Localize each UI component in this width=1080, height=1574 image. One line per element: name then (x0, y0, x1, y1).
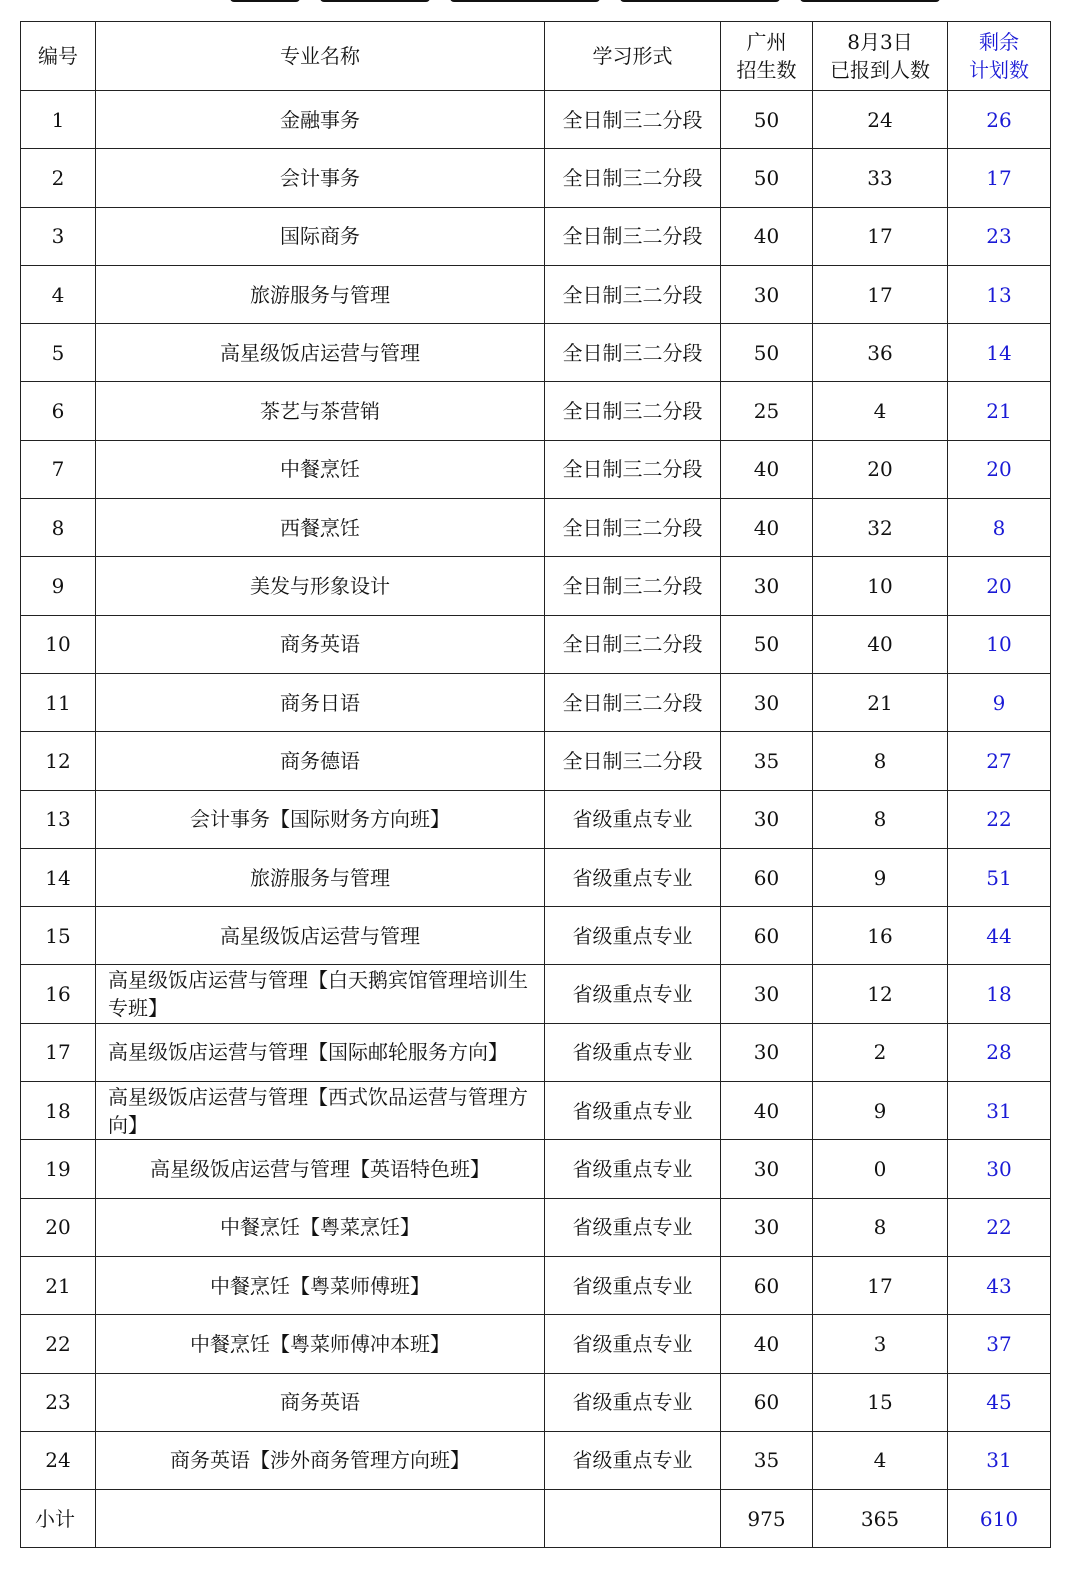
cell-form: 省级重点专业 (545, 1082, 721, 1140)
cell-major: 商务日语 (96, 673, 545, 731)
header-remaining (948, 22, 1051, 91)
cell-reported: 21 (813, 673, 948, 731)
cell-remaining: 20 (948, 440, 1051, 498)
cell-major: 商务英语 (96, 1373, 545, 1431)
cell-form: 省级重点专业 (545, 1023, 721, 1081)
cell-no: 18 (21, 1082, 96, 1140)
cell-quota: 60 (721, 1256, 813, 1314)
cell-form: 省级重点专业 (545, 1256, 721, 1314)
cell-quota: 30 (721, 265, 813, 323)
table-row (21, 440, 1051, 498)
cell-reported: 4 (813, 382, 948, 440)
cell-no: 21 (21, 1256, 96, 1314)
cell-no: 12 (21, 732, 96, 790)
cell-reported: 3 (813, 1315, 948, 1373)
header-row (21, 22, 1051, 91)
cell-no: 22 (21, 1315, 96, 1373)
table-row (21, 1373, 1051, 1431)
cell-form: 省级重点专业 (545, 1198, 721, 1256)
header-no: 编号 (21, 22, 96, 91)
header-reported (813, 22, 948, 91)
cell-form: 全日制三二分段 (545, 440, 721, 498)
cell-form: 省级重点专业 (545, 1431, 721, 1489)
table-row (21, 265, 1051, 323)
enrollment-table (20, 21, 1051, 1548)
table-row (21, 1256, 1051, 1314)
cell-remaining: 9 (948, 673, 1051, 731)
cell-no: 23 (21, 1373, 96, 1431)
cell-remaining: 22 (948, 790, 1051, 848)
table-row (21, 1082, 1051, 1140)
cell-form: 省级重点专业 (545, 965, 721, 1023)
table-row (21, 1140, 1051, 1198)
cell-major: 高星级饭店运营与管理 (96, 324, 545, 382)
cell-quota: 30 (721, 790, 813, 848)
table-row (21, 207, 1051, 265)
cell-quota: 30 (721, 965, 813, 1023)
header-reported-line2: 已报到人数 (830, 58, 930, 82)
cell-reported: 2 (813, 1023, 948, 1081)
cell-no: 16 (21, 965, 96, 1023)
cell-form: 省级重点专业 (545, 790, 721, 848)
cell-remaining: 31 (948, 1431, 1051, 1489)
cell-form: 全日制三二分段 (545, 91, 721, 149)
cell-quota: 30 (721, 1198, 813, 1256)
cell-no: 7 (21, 440, 96, 498)
subtotal-quota: 975 (721, 1490, 813, 1548)
subtotal-empty-form (545, 1490, 721, 1548)
cell-no: 3 (21, 207, 96, 265)
table-row (21, 790, 1051, 848)
cell-major: 商务英语 (96, 615, 545, 673)
cell-quota: 30 (721, 1023, 813, 1081)
cell-no: 10 (21, 615, 96, 673)
cell-quota: 30 (721, 673, 813, 731)
cell-major: 高星级饭店运营与管理【西式饮品运营与管理方向】 (96, 1082, 545, 1140)
cell-reported: 9 (813, 848, 948, 906)
cell-major: 中餐烹饪【粤菜师傅班】 (96, 1256, 545, 1314)
cell-remaining: 20 (948, 557, 1051, 615)
cell-reported: 36 (813, 324, 948, 382)
cell-form: 全日制三二分段 (545, 265, 721, 323)
cell-major: 西餐烹饪 (96, 499, 545, 557)
cell-reported: 24 (813, 91, 948, 149)
cell-major: 高星级饭店运营与管理【英语特色班】 (96, 1140, 545, 1198)
cell-reported: 8 (813, 790, 948, 848)
cell-quota: 30 (721, 1140, 813, 1198)
cell-remaining: 44 (948, 907, 1051, 965)
header-major: 专业名称 (96, 22, 545, 91)
cell-reported: 0 (813, 1140, 948, 1198)
subtotal-empty-major (96, 1490, 545, 1548)
cell-form: 省级重点专业 (545, 1140, 721, 1198)
cell-reported: 8 (813, 732, 948, 790)
cell-remaining: 8 (948, 499, 1051, 557)
subtotal-remaining: 610 (948, 1490, 1051, 1548)
cell-form: 省级重点专业 (545, 1373, 721, 1431)
cell-reported: 32 (813, 499, 948, 557)
cell-quota: 60 (721, 848, 813, 906)
cell-quota: 50 (721, 324, 813, 382)
table-row (21, 673, 1051, 731)
table-row (21, 1198, 1051, 1256)
cell-remaining: 26 (948, 91, 1051, 149)
cell-reported: 17 (813, 1256, 948, 1314)
cell-major: 中餐烹饪【粤菜师傅冲本班】 (96, 1315, 545, 1373)
cell-no: 2 (21, 149, 96, 207)
cell-quota: 25 (721, 382, 813, 440)
cell-no: 13 (21, 790, 96, 848)
cell-remaining: 21 (948, 382, 1051, 440)
header-quota-line2: 招生数 (736, 58, 797, 82)
cell-reported: 20 (813, 440, 948, 498)
cell-form: 全日制三二分段 (545, 557, 721, 615)
cell-no: 1 (21, 91, 96, 149)
cell-reported: 16 (813, 907, 948, 965)
cell-quota: 30 (721, 557, 813, 615)
cell-remaining: 37 (948, 1315, 1051, 1373)
cell-no: 9 (21, 557, 96, 615)
cell-major: 金融事务 (96, 91, 545, 149)
cell-major: 高星级饭店运营与管理【白天鹅宾馆管理培训生专班】 (96, 965, 545, 1023)
cell-major: 商务英语【涉外商务管理方向班】 (96, 1431, 545, 1489)
cell-quota: 60 (721, 907, 813, 965)
cell-no: 24 (21, 1431, 96, 1489)
header-quota (721, 22, 813, 91)
table-row (21, 615, 1051, 673)
cell-no: 15 (21, 907, 96, 965)
cell-reported: 4 (813, 1431, 948, 1489)
cell-major: 美发与形象设计 (96, 557, 545, 615)
table-body (21, 91, 1051, 1490)
cell-reported: 17 (813, 265, 948, 323)
table-row (21, 382, 1051, 440)
cell-remaining: 17 (948, 149, 1051, 207)
table-row (21, 499, 1051, 557)
cell-remaining: 10 (948, 615, 1051, 673)
cell-no: 19 (21, 1140, 96, 1198)
table-row (21, 907, 1051, 965)
cell-reported: 40 (813, 615, 948, 673)
cell-form: 全日制三二分段 (545, 149, 721, 207)
cell-remaining: 18 (948, 965, 1051, 1023)
cell-major: 旅游服务与管理 (96, 265, 545, 323)
cell-form: 全日制三二分段 (545, 382, 721, 440)
cell-major: 高星级饭店运营与管理【国际邮轮服务方向】 (96, 1023, 545, 1081)
cell-form: 全日制三二分段 (545, 615, 721, 673)
cell-quota: 40 (721, 1315, 813, 1373)
cell-form: 全日制三二分段 (545, 732, 721, 790)
cell-no: 14 (21, 848, 96, 906)
table-row (21, 732, 1051, 790)
cell-reported: 17 (813, 207, 948, 265)
cell-form: 全日制三二分段 (545, 207, 721, 265)
cell-quota: 35 (721, 1431, 813, 1489)
cell-reported: 10 (813, 557, 948, 615)
cell-reported: 8 (813, 1198, 948, 1256)
cell-major: 中餐烹饪【粤菜烹饪】 (96, 1198, 545, 1256)
subtotal-row (21, 1490, 1051, 1548)
cell-no: 20 (21, 1198, 96, 1256)
header-remaining-line1: 剩余 (979, 30, 1019, 54)
table-row (21, 149, 1051, 207)
cell-remaining: 27 (948, 732, 1051, 790)
cell-remaining: 14 (948, 324, 1051, 382)
cell-quota: 40 (721, 207, 813, 265)
cell-no: 5 (21, 324, 96, 382)
cell-reported: 12 (813, 965, 948, 1023)
cell-form: 省级重点专业 (545, 907, 721, 965)
table-row (21, 848, 1051, 906)
cell-remaining: 31 (948, 1082, 1051, 1140)
cell-quota: 40 (721, 440, 813, 498)
cell-major: 高星级饭店运营与管理 (96, 907, 545, 965)
header-reported-line1: 8月3日 (847, 30, 913, 54)
cell-major: 会计事务【国际财务方向班】 (96, 790, 545, 848)
cell-form: 全日制三二分段 (545, 324, 721, 382)
cell-remaining: 13 (948, 265, 1051, 323)
cell-quota: 50 (721, 149, 813, 207)
cell-quota: 50 (721, 615, 813, 673)
table-row (21, 557, 1051, 615)
cell-no: 11 (21, 673, 96, 731)
subtotal-reported: 365 (813, 1490, 948, 1548)
table-row (21, 324, 1051, 382)
cell-remaining: 28 (948, 1023, 1051, 1081)
cell-major: 会计事务 (96, 149, 545, 207)
cell-quota: 35 (721, 732, 813, 790)
header-quota-line1: 广州 (746, 30, 787, 54)
cell-remaining: 45 (948, 1373, 1051, 1431)
table-row (21, 965, 1051, 1023)
cell-no: 8 (21, 499, 96, 557)
cell-remaining: 51 (948, 848, 1051, 906)
cell-remaining: 30 (948, 1140, 1051, 1198)
cell-major: 商务德语 (96, 732, 545, 790)
header-remaining-line2: 计划数 (969, 58, 1029, 82)
cell-remaining: 43 (948, 1256, 1051, 1314)
cell-quota: 50 (721, 91, 813, 149)
cell-major: 旅游服务与管理 (96, 848, 545, 906)
cell-quota: 40 (721, 499, 813, 557)
cell-major: 国际商务 (96, 207, 545, 265)
table-row (21, 1315, 1051, 1373)
cell-form: 全日制三二分段 (545, 673, 721, 731)
cell-no: 17 (21, 1023, 96, 1081)
cell-quota: 60 (721, 1373, 813, 1431)
cell-reported: 9 (813, 1082, 948, 1140)
table-row (21, 91, 1051, 149)
cell-remaining: 22 (948, 1198, 1051, 1256)
table-row (21, 1431, 1051, 1489)
table-row (21, 1023, 1051, 1081)
cell-major: 茶艺与茶营销 (96, 382, 545, 440)
cell-no: 6 (21, 382, 96, 440)
cell-reported: 15 (813, 1373, 948, 1431)
cell-no: 4 (21, 265, 96, 323)
cell-quota: 40 (721, 1082, 813, 1140)
cell-form: 省级重点专业 (545, 848, 721, 906)
cell-remaining: 23 (948, 207, 1051, 265)
cell-form: 全日制三二分段 (545, 499, 721, 557)
subtotal-label: 小计 (21, 1490, 96, 1548)
cell-form: 省级重点专业 (545, 1315, 721, 1373)
cell-major: 中餐烹饪 (96, 440, 545, 498)
cropped-title-fragment (0, 0, 1080, 8)
cell-reported: 33 (813, 149, 948, 207)
header-form: 学习形式 (545, 22, 721, 91)
